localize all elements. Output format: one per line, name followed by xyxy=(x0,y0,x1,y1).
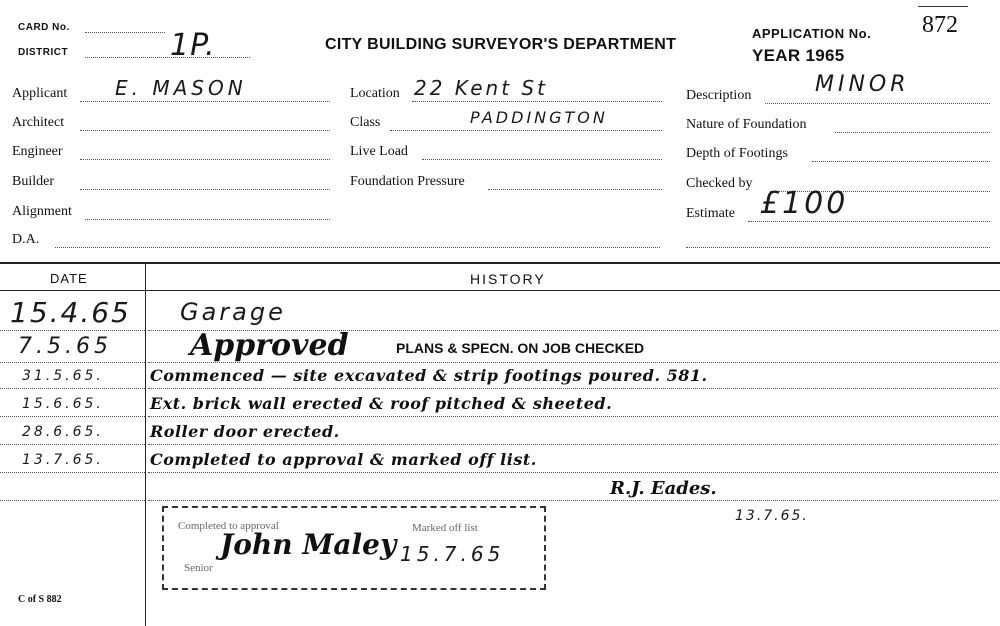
row-line xyxy=(0,444,145,445)
row-line xyxy=(148,388,998,389)
history-date: 13.7.65. xyxy=(22,452,104,468)
builder-label: Builder xyxy=(12,174,54,189)
inspector-signature: R.J. Eades. xyxy=(610,478,717,499)
checked-by-label: Checked by xyxy=(686,176,753,191)
builder-line xyxy=(80,189,330,190)
location-label: Location xyxy=(350,86,400,101)
department-title: CITY BUILDING SURVEYOR'S DEPARTMENT xyxy=(325,36,677,53)
row-line xyxy=(148,416,998,417)
marked-off-list-label: Marked off list xyxy=(412,522,478,534)
foundation-pressure-label: Foundation Pressure xyxy=(350,174,465,189)
live-load-line xyxy=(422,159,662,160)
row-line xyxy=(148,500,998,501)
estimate-line xyxy=(748,221,990,222)
row-line xyxy=(0,472,145,473)
history-top-border xyxy=(0,262,1000,264)
engineer-label: Engineer xyxy=(12,144,63,159)
da-label: D.A. xyxy=(12,232,40,247)
completed-to-approval-label: Completed to approval xyxy=(178,520,279,532)
inspector-signature-date: 13.7.65. xyxy=(735,508,809,524)
row-line xyxy=(0,500,145,501)
history-entry: Garage xyxy=(180,298,286,326)
year-label: YEAR 1965 xyxy=(752,46,845,65)
nature-of-foundation-line xyxy=(835,132,990,133)
estimate-label: Estimate xyxy=(686,206,735,221)
row-line xyxy=(148,444,998,445)
application-no-overline xyxy=(918,6,968,7)
applicant-line xyxy=(80,101,330,102)
history-date: 15.6.65. xyxy=(22,396,104,412)
location-line xyxy=(412,101,662,102)
history-entry: Commenced — site excavated & strip footings poured. 581. xyxy=(150,366,708,385)
history-date: 15.4.65 xyxy=(10,296,131,329)
history-column-divider xyxy=(145,262,146,626)
class-line xyxy=(390,130,662,131)
senior-label: Senior xyxy=(184,562,213,574)
history-header: HISTORY xyxy=(470,271,546,287)
district-line xyxy=(85,57,250,58)
date-header: DATE xyxy=(50,271,88,286)
applicant-value: E. MASON xyxy=(115,76,247,100)
live-load-label: Live Load xyxy=(350,144,408,159)
row-line xyxy=(0,330,145,331)
row-line xyxy=(148,472,998,473)
history-header-border xyxy=(0,290,1000,291)
completion-date: 15.7.65 xyxy=(400,542,505,566)
alignment-label: Alignment xyxy=(12,204,72,219)
card-no-label: CARD No. xyxy=(18,22,70,33)
description-value: MINOR xyxy=(815,72,910,97)
row-line xyxy=(0,416,145,417)
estimate-value: £100 xyxy=(760,186,849,221)
district-value: 1P. xyxy=(170,28,216,63)
plans-checked-stamp: PLANS & SPECN. ON JOB CHECKED xyxy=(396,340,645,356)
district-label: DISTRICT xyxy=(18,47,69,58)
right-blank-line xyxy=(686,247,990,248)
alignment-line xyxy=(85,219,330,220)
row-line xyxy=(0,362,145,363)
nature-of-foundation-label: Nature of Foundation xyxy=(686,117,807,132)
card-no-line xyxy=(85,32,165,33)
depth-of-footings-line xyxy=(812,161,990,162)
architect-line xyxy=(80,130,330,131)
class-value: PADDINGTON xyxy=(470,108,608,127)
senior-signature: John Maley xyxy=(220,528,397,561)
history-entry: Roller door erected. xyxy=(150,422,340,441)
location-value: 22 Kent St xyxy=(414,76,548,100)
depth-of-footings-label: Depth of Footings xyxy=(686,146,788,161)
applicant-label: Applicant xyxy=(12,86,68,101)
application-no-label: APPLICATION No. xyxy=(752,26,872,41)
architect-label: Architect xyxy=(12,115,65,130)
history-entry: Approved xyxy=(190,328,349,363)
history-date: 28.6.65. xyxy=(22,424,104,440)
description-line xyxy=(765,103,990,104)
row-line xyxy=(0,388,145,389)
form-code: C of S 882 xyxy=(18,594,62,605)
history-date: 31.5.65. xyxy=(22,368,104,384)
application-no-value: 872 xyxy=(922,12,958,38)
description-label: Description xyxy=(686,88,752,103)
history-entry: Ext. brick wall erected & roof pitched & sheeted. xyxy=(150,394,613,413)
da-line xyxy=(55,247,660,248)
history-entry: Completed to approval & marked off list. xyxy=(150,450,537,469)
engineer-line xyxy=(80,159,330,160)
history-date: 7.5.65 xyxy=(18,334,112,359)
foundation-pressure-line xyxy=(488,189,662,190)
class-label: Class xyxy=(350,115,381,130)
